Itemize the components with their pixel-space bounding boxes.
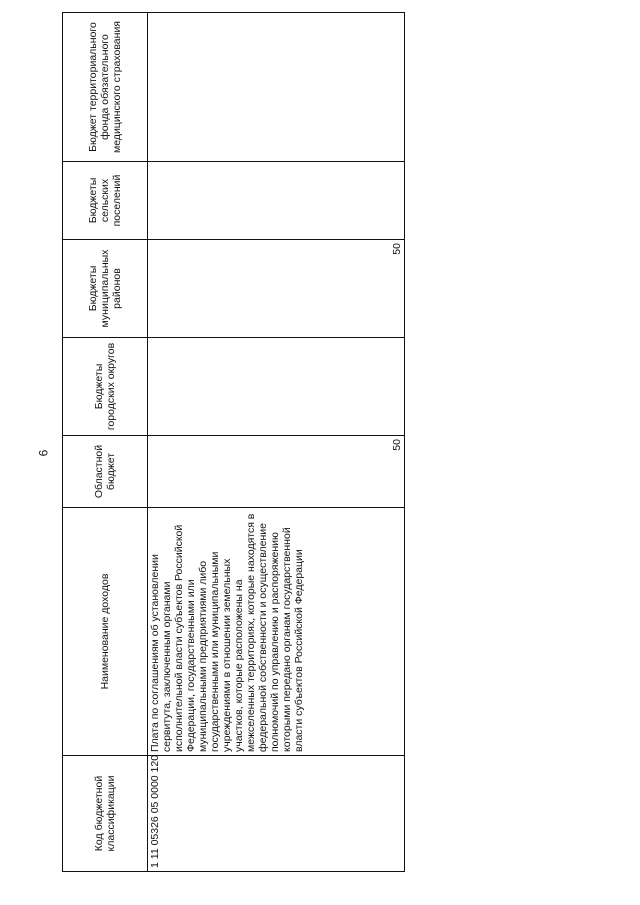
table-header-row	[63, 13, 148, 872]
header-name: Наименование доходов	[63, 508, 148, 756]
revenue-distribution-table	[62, 12, 405, 872]
cell-municipal: 50	[148, 240, 405, 338]
header-urban: Бюджеты городских округов	[63, 338, 148, 436]
page-number: 6	[36, 449, 51, 457]
header-tfoms: Бюджет территориального фонда обязательного медицинского страхования	[63, 13, 148, 162]
header-regional: Областной бюджет	[63, 436, 148, 508]
cell-urban	[148, 338, 405, 436]
table-row	[148, 13, 405, 872]
header-municipal: Бюджеты муниципальных районов	[63, 240, 148, 338]
header-rural: Бюджеты сельских поселений	[63, 162, 148, 240]
cell-regional: 50	[148, 436, 405, 508]
cell-rural	[148, 162, 405, 240]
rotated-table-container	[62, 13, 406, 872]
cell-tfoms	[148, 13, 405, 162]
cell-name: Плата по соглашениям об установлении сервитута, заключенным органами исполнительной власти субъектов Российской Федерации, государственными или муниципальными предприятиями либо государственными или муниципальными учреждениями в отношении земельных участков, которые расположены на межселенных территориях, которые находятся в федеральной собственности и осуществление полномочий по управлению и распоряжению которыми передано органам государственной власти субъектов Российской Федерации	[148, 508, 405, 756]
cell-code: 1 11 05326 05 0000 120	[148, 756, 405, 872]
header-code: Код бюджетной классификации	[63, 756, 148, 872]
